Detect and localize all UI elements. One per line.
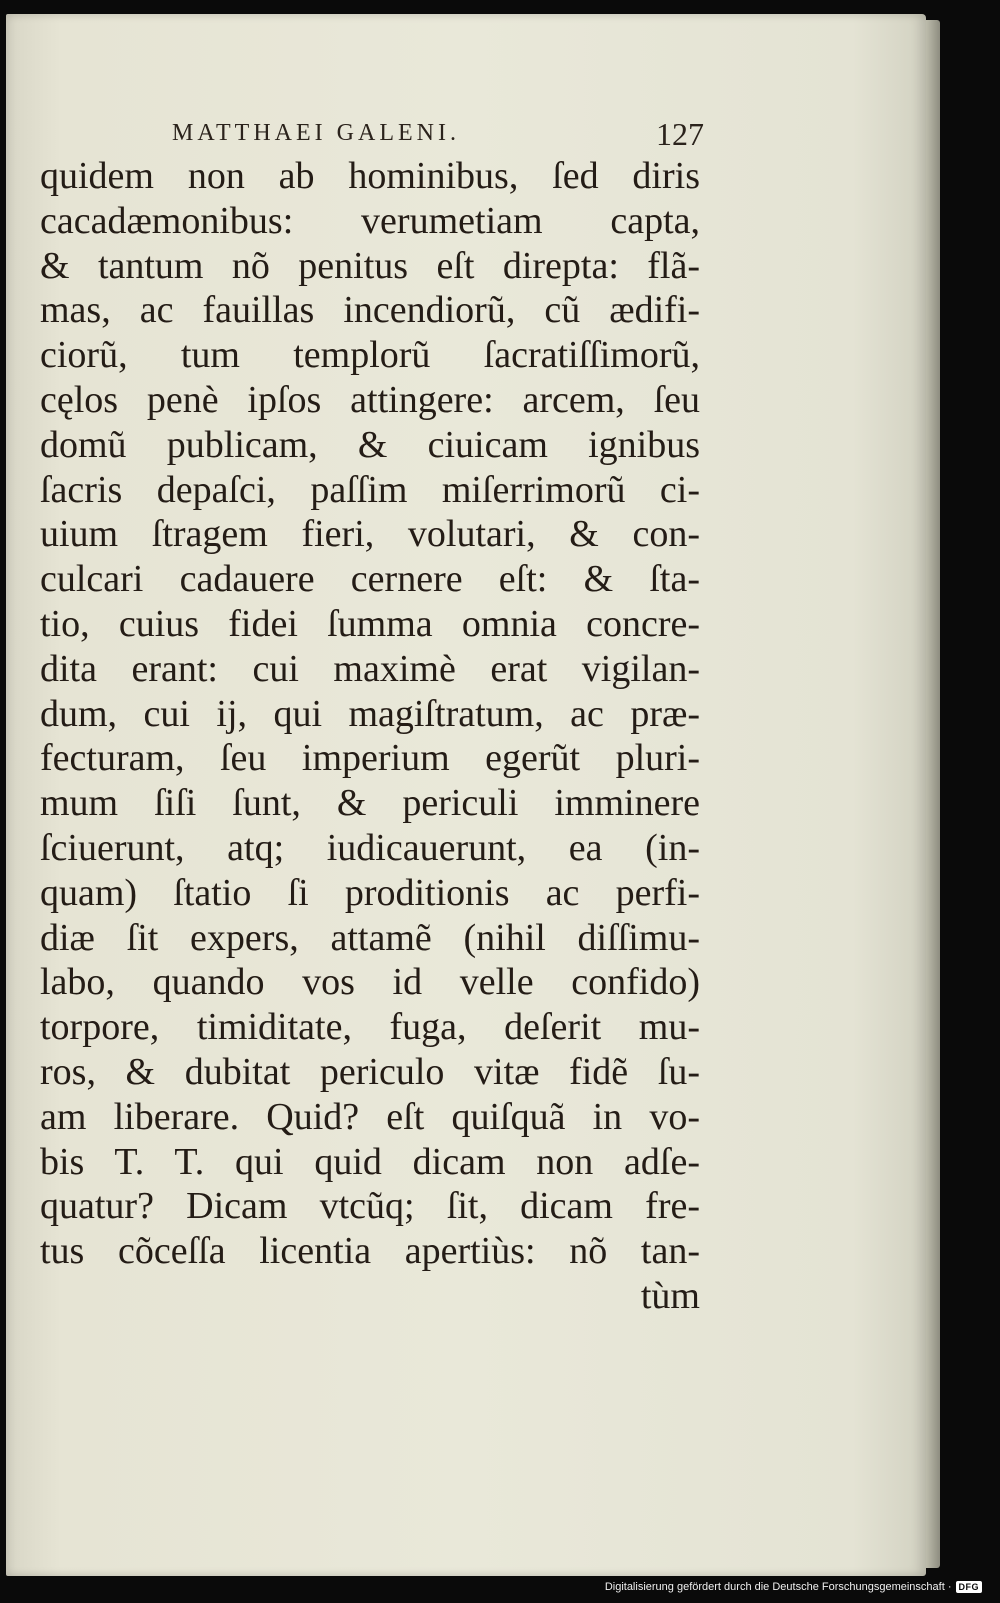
text-line: quam) ſtatio ſi proditionis ac perfi- [40,871,700,914]
text-line: mas, ac fauillas incendiorũ, cũ ædifi- [40,289,700,332]
text-line: ſacris depaſci, paſſim miſerrimorũ ci- [40,468,700,511]
dfg-logo-icon: DFG [956,1581,983,1593]
text-line: bis T. T. qui quid dicam non adſe- [40,1140,700,1183]
digitization-footer [605,1579,982,1595]
text-line: quidem non ab hominibus, ſed diris [40,155,700,197]
page-number: 127 [656,116,704,152]
text-line: & tantum nõ penitus eſt direpta: flã- [40,244,700,287]
text-line: labo, quando vos id velle confido) [40,961,700,1004]
running-title: MATTHAEI GALENI. [172,120,460,146]
book-page [6,14,926,1576]
text-line: tus cõceſſa licentia apertiùs: nõ tan- [40,1230,700,1273]
text-line: culcari cadauere cernere eſt: & ſta- [40,558,700,601]
text-line: fecturam, ſeu imperium egerũt pluri- [40,737,700,780]
text-line: uium ſtragem fieri, volutari, & con- [40,513,700,556]
text-line: diæ ſit expers, attamẽ (nihil diſſimu- [40,916,700,959]
text-line: tio, cuius fidei ſumma omnia concre- [40,602,700,645]
text-line: ros, & dubitat periculo vitæ fidẽ ſu- [40,1050,700,1093]
text-line: dum, cui ij, qui magiſtratum, ac præ- [40,692,700,735]
running-head [156,116,716,156]
funding-notice: Digitalisierung gefördert durch die Deutsche Forschungsgemeinschaft · [604,1581,952,1593]
text-line: mum ſiſi ſunt, & periculi imminere [40,782,700,825]
text-line: dita erant: cui maximè erat vigilan- [40,647,700,690]
text-line: domũ publicam, & ciuicam ignibus [40,423,700,466]
text-line: am liberare. Quid? eſt quiſquã in vo- [40,1095,700,1138]
body-text [40,154,700,1319]
page-edge [926,20,940,1568]
text-line: ciorũ, tum templorũ ſacratiſſimorũ, [40,334,700,377]
text-line: ſciuerunt, atq; iudicauerunt, ea (in- [40,826,700,869]
catchword: tùm [640,1274,700,1317]
text-line: torpore, timiditate, fuga, deſerit mu- [40,1006,700,1049]
text-line: cęlos penè ipſos attingere: arcem, ſeu [40,378,700,421]
text-line: cacadæmonibus: verumetiam capta, [40,199,700,242]
text-line: quatur? Dicam vtcũq; ſit, dicam fre- [40,1185,700,1228]
